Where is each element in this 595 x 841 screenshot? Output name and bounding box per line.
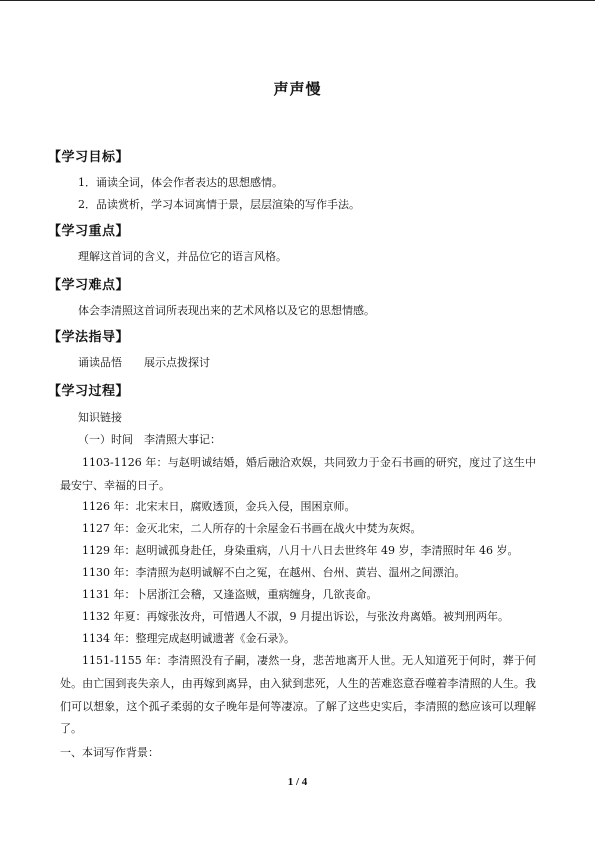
knowledge-link-label: 知识链接	[78, 411, 122, 424]
background-heading: 一、本词写作背景：	[60, 746, 159, 759]
difficulties-text: 体会李清照这首词所表现出来的艺术风格以及它的思想情感。	[78, 304, 375, 317]
key-points-text: 理解这首词的含义，并品位它的语言风格。	[78, 250, 287, 263]
timeline-event-1126: 1126 年：北宋末日，腐败透顶，金兵入侵，围困京师。	[82, 500, 356, 513]
timeline-event-1151: 1151-1155 年：李清照没有子嗣，凄然一身，悲苦地离开人世。无人知道死于何时，葬于何处。由亡国到丧失亲人，由再嫁到离异，由入狱到悲死，人生的苦难恣意吞噬着李清照的人生。我们可以想象，这个孤孑柔弱的女子晚年是何等凄凉。了解了这些史实后，李清照的愁应该可以理解了。	[60, 654, 536, 736]
page-number: 1 / 4	[287, 776, 308, 788]
objectives-heading: 【学习目标】	[48, 150, 130, 165]
difficulties-heading: 【学习难点】	[48, 278, 130, 293]
timeline-event-1131: 1131 年：卜居浙江会稽，又逢盗贼，重病缠身，几欲丧命。	[82, 588, 378, 601]
objective-item-1: 1．诵读全词，体会作者表达的思想感情。	[78, 176, 283, 189]
key-points-heading: 【学习重点】	[48, 224, 130, 239]
document-title: 声声慢	[273, 80, 322, 98]
method-text: 诵读品悟 展示点拨探讨	[78, 356, 210, 369]
method-heading: 【学法指导】	[48, 330, 130, 345]
timeline-event-1134: 1134 年：整理完成赵明诚遗著《金石录》。	[82, 632, 295, 645]
timeline-event-1129: 1129 年：赵明诚孤身赴任，身染重病，八月十八日去世终年 49 岁，李清照时年 46 岁。	[82, 544, 519, 557]
timeline-event-1103: 1103-1126 年：与赵明诚结婚，婚后融洽欢娱，共同致力于金石书画的研究，度过了这生中最安宁、幸福的日子。	[60, 456, 536, 492]
timeline-event-1127: 1127 年：金灭北宋，二人所存的十余屋金石书画在战火中焚为灰烬。	[82, 522, 422, 535]
timeline-event-1132: 1132 年夏：再嫁张汝舟，可惜遇人不淑，9 月提出诉讼，与张汝舟离婚。被判刑两年。	[82, 610, 509, 623]
page-top-rule	[0, 0, 595, 1]
process-heading: 【学习过程】	[48, 384, 130, 399]
objective-item-2: 2．品读赏析，学习本词寓情于景，层层渲染的写作手法。	[78, 198, 360, 211]
timeline-title: （一）时间 李清照大事记：	[78, 433, 221, 446]
timeline-event-1130: 1130 年：李清照为赵明诚解不白之冤，在越州、台州、黄岩、温州之间漂泊。	[82, 566, 466, 579]
